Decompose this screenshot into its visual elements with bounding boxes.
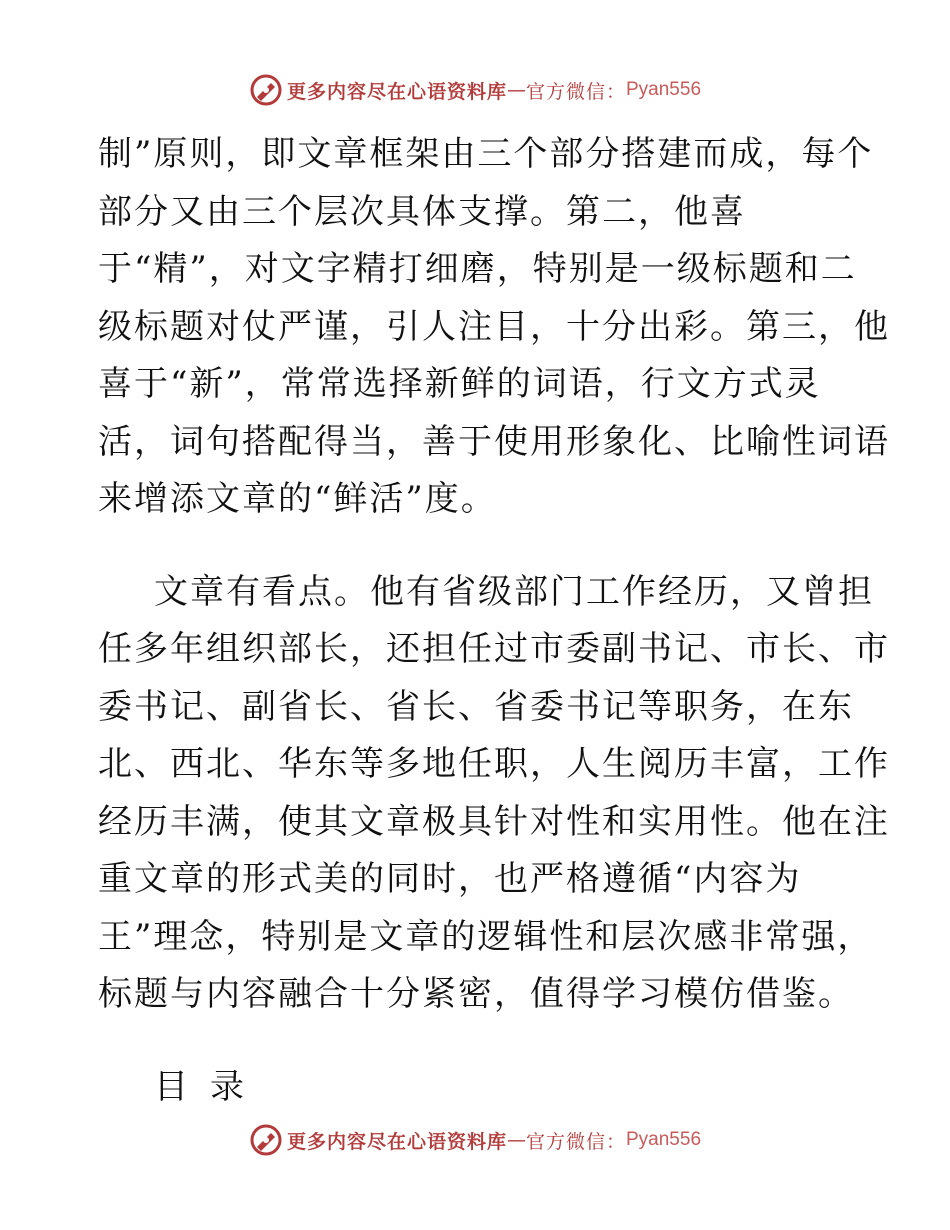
watermark-text: 更多内容尽在心语资料库 (286, 1130, 507, 1153)
document-body (98, 126, 890, 1116)
watermark-footer (0, 1120, 950, 1160)
text-line: 重文章的形式美的同时，也严格遵循“内容为 (98, 859, 802, 899)
brand-logo-icon (249, 73, 283, 107)
text-line: 王”理念，特别是文章的逻辑性和层次感非常强， (98, 916, 874, 957)
watermark-dash: — (506, 1129, 526, 1151)
text-line: 活，词句搭配得当，善于使用形象化、比喻性词语 (98, 421, 890, 462)
toc-heading: 目录 (154, 1066, 266, 1107)
text-line: 经历丰满，使其文章极具针对性和实用性。他在注 (98, 801, 890, 842)
text-line: 文章有看点。他有省级部门工作经历，又曾担 (154, 571, 874, 612)
watermark-text: 更多内容尽在心语资料库 (286, 80, 507, 103)
watermark-wechat-id: Pyan556 (626, 1129, 702, 1150)
watermark-wechat-label: 官方微信： (525, 1130, 626, 1153)
brand-logo-icon (249, 1123, 283, 1157)
text-line: 于“精”，对文字精打细磨，特别是一级标题和二 (98, 249, 857, 289)
paragraph-1 (98, 126, 890, 529)
watermark-dash: — (506, 79, 526, 101)
text-line: 制”原则，即文章框架由三个部分搭建而成，每个 (98, 134, 874, 174)
paragraph-2 (98, 564, 890, 1024)
text-line: 级标题对仗严谨，引人注目，十分出彩。第三，他 (98, 306, 890, 347)
watermark-header (0, 70, 950, 110)
text-line: 喜于“新”，常常选择新鲜的词语，行文方式灵 (98, 364, 821, 404)
text-line: 北、西北、华东等多地任职，人生阅历丰富，工作 (98, 744, 890, 784)
text-line: 标题与内容融合十分紧密，值得学习模仿借鉴。 (98, 974, 854, 1014)
text-line: 部分又由三个层次具体支撑。第二，他喜 (98, 191, 746, 232)
text-line: 来增添文章的“鲜活”度。 (98, 479, 497, 519)
text-line: 任多年组织部长，还担任过市委副书记、市长、市 (98, 629, 890, 669)
watermark-wechat-id: Pyan556 (626, 79, 702, 100)
text-line: 委书记、副省长、省长、省委书记等职务，在东 (98, 686, 854, 727)
watermark-wechat-label: 官方微信： (525, 80, 626, 103)
